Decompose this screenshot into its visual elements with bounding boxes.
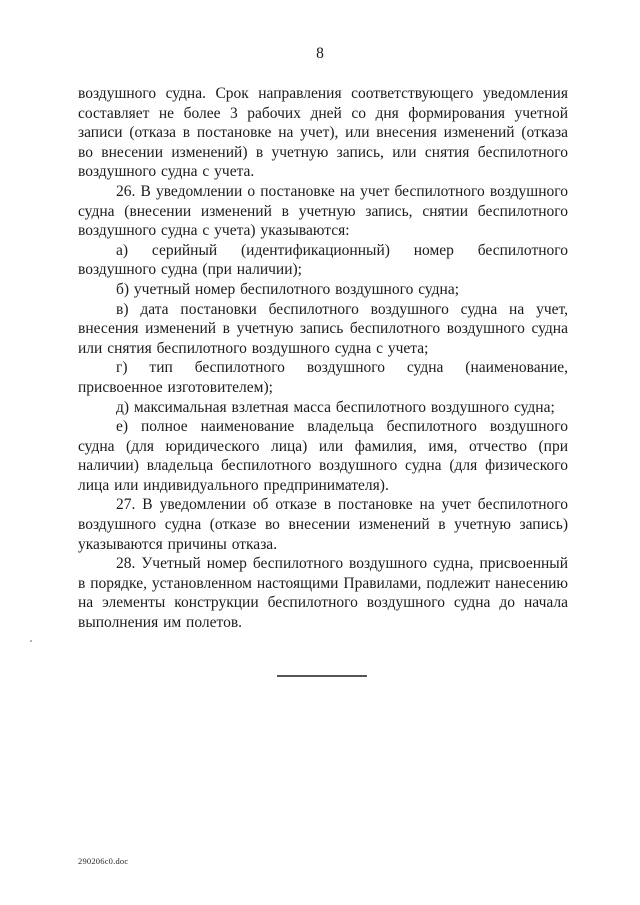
paragraph-26: 26. В уведомлении о постановке на учет беспилотного воздушного судна (внесении изменений в учетную запись, снятии беспилотного воздушного судна с учета) указываются: bbox=[78, 182, 568, 240]
list-item-g: г) тип беспилотного воздушного судна (наименование, присвоенное изготовителем); bbox=[78, 359, 568, 396]
list-item-d: д) максимальная взлетная масса беспилотного воздушного судна; bbox=[116, 398, 555, 416]
paragraph-28: 28. Учетный номер беспилотного воздушного судна, присвоенный в порядке, установленном настоящими Правилами, подлежит нанесению на элементы конструкции беспилотного воздушного судна до начала выполнения им полетов. bbox=[78, 555, 568, 632]
list-item-e: е) полное наименование владельца беспилотного воздушного судна (для юридического лица) или фамилия, имя, отчество (при наличии) владельца беспилотного воздушного судна (для физического лица или индивидуального предпринимателя). bbox=[78, 418, 568, 494]
list-item-v: в) дата постановки беспилотного воздушного судна на учет, внесения изменений в учетную запись беспилотного воздушного судна или снятия беспилотного воздушного судна с учета; bbox=[78, 300, 568, 357]
paragraph-continuation: воздушного судна. Срок направления соответствующего уведомления составляет не более 3 рабочих дней со дня формирования учетной записи (отказа в постановке на учет), или внесения изменений (отказа во внесении изменений) в учетную запись, или снятия беспилотного воздушного судна с учета. bbox=[78, 85, 568, 181]
paragraph-27: 27. В уведомлении об отказе в постановке на учет беспилотного воздушного судна (отказе во внесении изменений в учетную запись) указываются причины отказа. bbox=[78, 496, 568, 553]
list-item-a: а) серийный (идентификационный) номер беспилотного воздушного судна (при наличии); bbox=[78, 241, 568, 279]
list-item-b: б) учетный номер беспилотного воздушного судна; bbox=[116, 280, 460, 298]
page-number: 8 bbox=[316, 45, 324, 62]
separator-line bbox=[277, 675, 367, 677]
footer-filename: 290206c0.doc bbox=[78, 856, 129, 866]
scan-speck bbox=[30, 640, 32, 642]
document-body bbox=[78, 84, 568, 633]
